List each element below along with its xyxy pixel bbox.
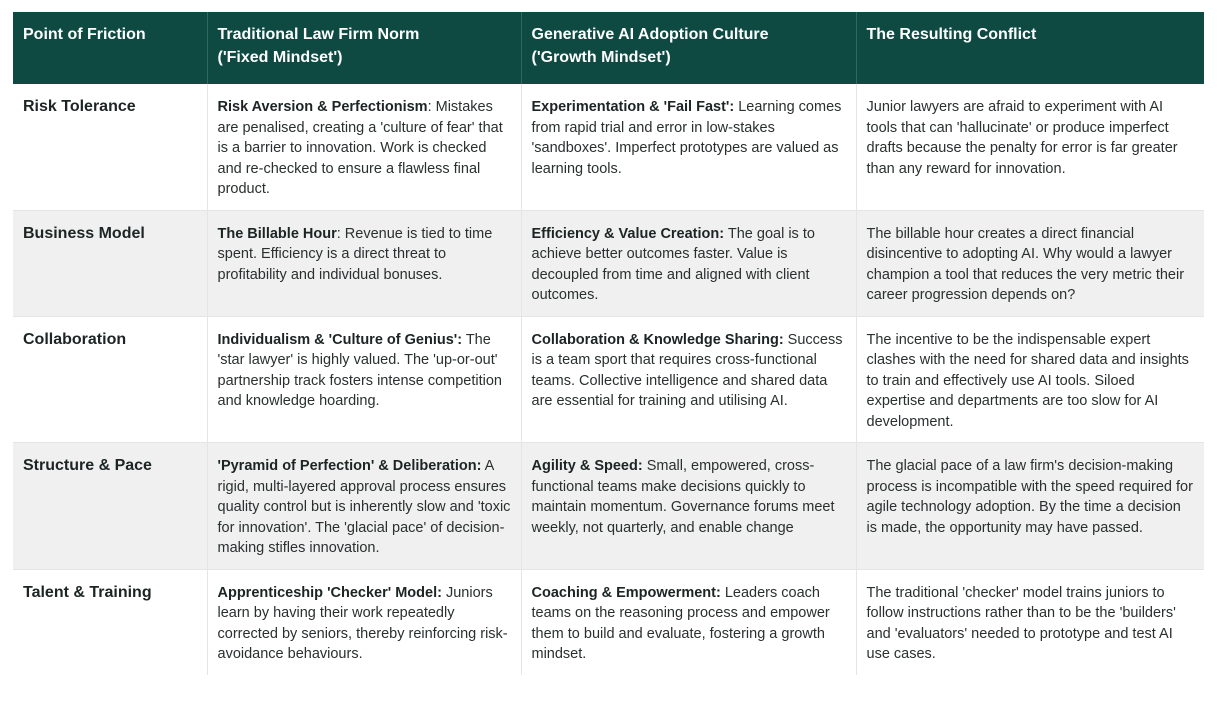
table-row	[13, 84, 1204, 210]
conflict-cell: Junior lawyers are afraid to experiment with AI tools that can 'hallucinate' or produce imperfect drafts because the penalty for error is far greater than any reward for innovation.	[856, 84, 1204, 210]
cell-term: Efficiency & Value Creation:	[531, 225, 725, 242]
cell-term: Apprenticeship 'Checker' Model:	[217, 584, 442, 601]
conflict-cell: The traditional 'checker' model trains juniors to follow instructions rather than to be the 'builders' and 'evaluators' needed to prototype and test AI use cases.	[856, 569, 1204, 675]
cell-text: The 'star lawyer' is highly valued. The 'up-or-out' partnership track fosters intense competition and knowledge hoarding.	[217, 331, 502, 409]
traditional-cell	[207, 569, 521, 675]
point-cell: Collaboration	[13, 316, 207, 443]
traditional-cell	[207, 443, 521, 570]
genai-cell	[521, 316, 856, 443]
cell-text: : Revenue is tied to time spent. Efficiency is a direct threat to profitability and individual bonuses.	[217, 225, 493, 283]
point-cell: Structure & Pace	[13, 443, 207, 570]
cell-text: Success is a team sport that requires cross-functional teams. Collective intelligence and shared data are essential for training and utilising AI.	[531, 331, 843, 409]
cell-term: The Billable Hour	[217, 225, 337, 242]
cell-text: Leaders coach teams on the reasoning process and empower them to build and evaluate, fostering a growth mindset.	[531, 584, 830, 662]
point-cell: Risk Tolerance	[23, 98, 136, 115]
cell-term: 'Pyramid of Perfection' & Deliberation:	[217, 458, 482, 474]
table-body	[13, 84, 1204, 675]
cell-text: Learning comes from rapid trial and error in low-stakes 'sandboxes'. Imperfect prototypes are valued as learning tools.	[531, 99, 842, 177]
genai-cell	[521, 210, 856, 316]
header-subline: ('Growth Mindset')	[531, 49, 671, 66]
header-genai-culture	[521, 12, 856, 84]
header-line: Point of Friction	[23, 26, 146, 43]
cell-term: Risk Aversion & Perfectionism	[217, 99, 428, 115]
cell-term: Collaboration & Knowledge Sharing:	[531, 331, 784, 348]
traditional-cell	[207, 84, 521, 210]
traditional-cell	[207, 210, 521, 316]
cell-text: Juniors learn by having their work repeatedly corrected by seniors, thereby reinforcing risk-avoidance behaviours.	[217, 584, 508, 662]
conflict-cell: The incentive to be the indispensable expert clashes with the need for shared data and insights to train and effectively use AI tools. Siloed expertise and departments are too slow for AI development.	[856, 316, 1204, 443]
cell-text: : Mistakes are penalised, creating a 'culture of fear' that is a barrier to innovation. Work is checked and re-checked to ensure a flawless final product.	[217, 99, 503, 197]
header-resulting-conflict	[856, 12, 1204, 84]
header-line: Generative AI Adoption Culture	[531, 26, 769, 43]
header-traditional-norm	[207, 12, 521, 84]
genai-cell	[521, 569, 856, 675]
conflict-cell: The glacial pace of a law firm's decision-making process is incompatible with the speed required for agile technology adoption. By the time a decision is made, the opportunity may have passed.	[856, 443, 1204, 570]
point-cell: Talent & Training	[13, 569, 207, 675]
header-line: The Resulting Conflict	[866, 26, 1037, 43]
cell-text: A rigid, multi-layered approval process ensures quality control but is inherently slow and 'toxic for innovation'. The 'glacial pace' of decision-making stifles innovation.	[217, 458, 511, 556]
traditional-cell	[207, 316, 521, 443]
header-row	[13, 12, 1204, 84]
table-row	[13, 443, 1204, 570]
table-row	[13, 569, 1204, 675]
table-row	[13, 210, 1204, 316]
table-header	[13, 12, 1204, 84]
cell-text: The goal is to achieve better outcomes faster. Value is decoupled from time and aligned with client outcomes.	[531, 225, 815, 303]
header-point-of-friction	[13, 12, 207, 84]
header-line: Traditional Law Firm Norm	[217, 26, 420, 43]
genai-cell	[521, 84, 856, 210]
cell-term: Coaching & Empowerment:	[531, 584, 721, 601]
friction-table-container	[13, 12, 1204, 675]
cell-term: Agility & Speed:	[531, 458, 643, 474]
cell-text: Small, empowered, cross-functional teams make decisions quickly to maintain momentum. Governance forums meet weekly, not quarterly, and enable change	[531, 458, 835, 536]
table-row	[13, 316, 1204, 443]
cell-term: Experimentation & 'Fail Fast':	[531, 99, 735, 115]
point-cell: Business Model	[13, 210, 207, 316]
genai-cell	[521, 443, 856, 570]
header-subline: ('Fixed Mindset')	[217, 49, 343, 66]
cell-term: Individualism & 'Culture of Genius':	[217, 331, 463, 348]
friction-table	[13, 12, 1204, 675]
conflict-cell: The billable hour creates a direct financial disincentive to adopting AI. Why would a lawyer champion a tool that reduces the very metric their career progression depends on?	[856, 210, 1204, 316]
